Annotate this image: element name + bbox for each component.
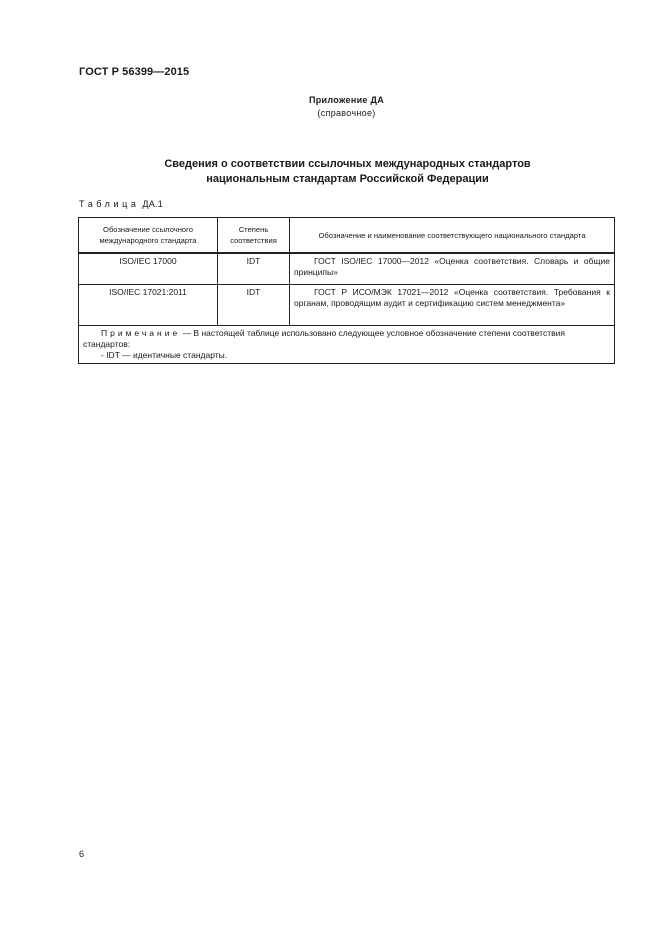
table-caption — [79, 199, 163, 209]
annex-heading — [0, 157, 661, 187]
correspondence-table — [78, 217, 615, 364]
table-note-row — [79, 326, 615, 364]
table-caption-number: ДА.1 — [142, 199, 164, 209]
cell-degree: IDT — [218, 253, 290, 285]
table-header-row — [79, 218, 615, 254]
note-text: — В настоящей таблице использовано следующее условное обозначение степени соответствия стандартов: — [83, 328, 565, 349]
table-caption-label: Таблица — [79, 199, 140, 209]
cell-national-standard: ГОСТ Р ИСО/МЭК 17021—2012 «Оценка соответствия. Требования к органам, проводящим аудит и сертификацию систем менеджмента» — [290, 285, 615, 326]
cell-reference-standard: ISO/IEC 17000 — [79, 253, 218, 285]
document-code: ГОСТ Р 56399—2015 — [79, 66, 190, 78]
note-label: Примечание — [101, 328, 181, 338]
note-item: - IDT — идентичные стандарты. — [101, 350, 228, 360]
column-header-degree: Степень соответствия — [218, 218, 290, 254]
table-row — [79, 253, 615, 285]
annex-title: Приложение ДА — [308, 95, 385, 105]
annex-status: (справочное) — [317, 108, 376, 118]
table-note — [79, 326, 615, 364]
heading-line-1: Сведения о соответствии ссылочных международных стандартов — [164, 158, 531, 170]
column-header-national-standard: Обозначение и наименование соответствующего национального стандарта — [290, 218, 615, 254]
heading-line-2: национальным стандартам Российской Федерации — [206, 173, 489, 185]
cell-reference-standard: ISO/IEC 17021:2011 — [79, 285, 218, 326]
note-paragraph — [83, 328, 610, 350]
column-header-reference-standard: Обозначение ссылочного международного стандарта — [79, 218, 218, 254]
page-number: 6 — [79, 849, 85, 859]
cell-national-standard: ГОСТ ISO/IEC 17000—2012 «Оценка соответствия. Словарь и общие принципы» — [290, 253, 615, 285]
table-row — [79, 285, 615, 326]
cell-degree: IDT — [218, 285, 290, 326]
